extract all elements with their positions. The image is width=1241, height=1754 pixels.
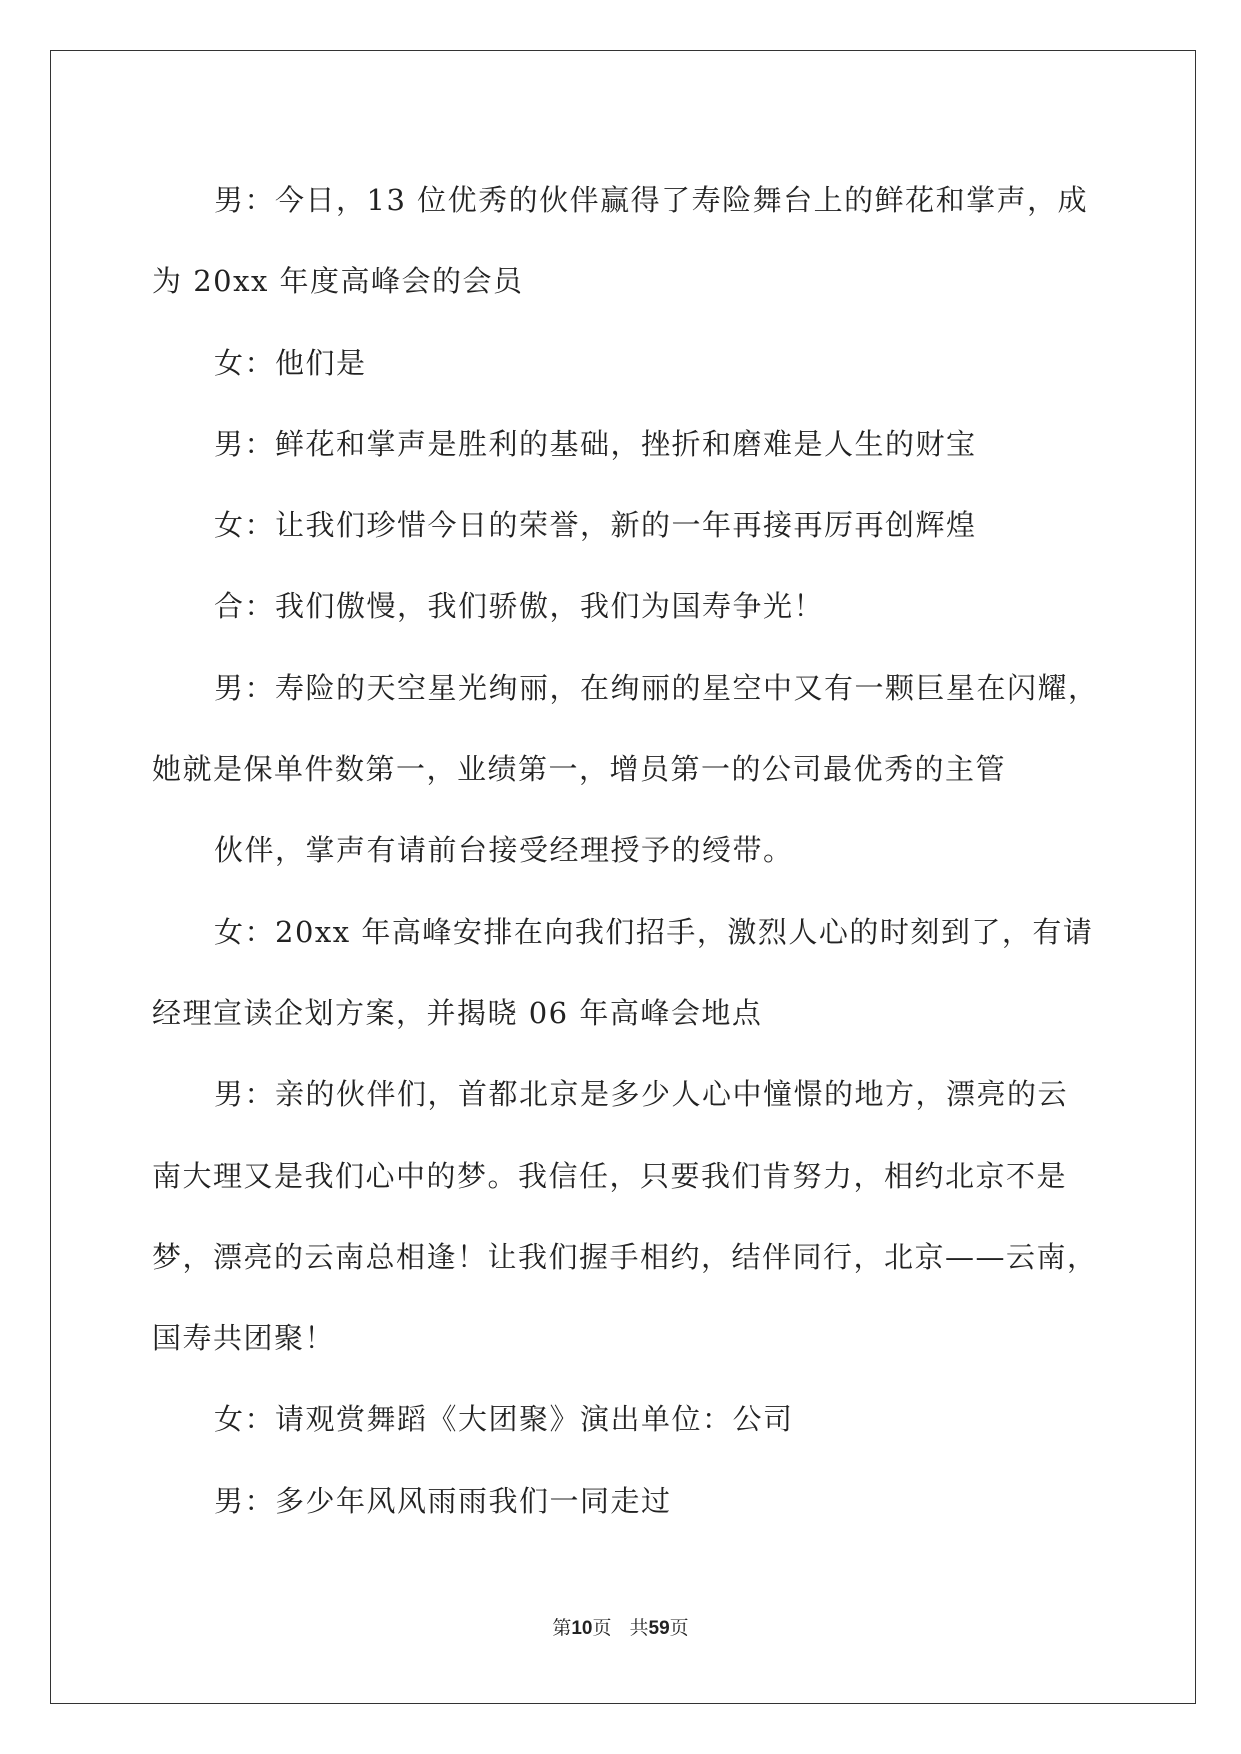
text-line: 梦，漂亮的云南总相逢！让我们握手相约，结伴同行，北京——云南，	[152, 1239, 1098, 1274]
text-line: 女：让我们珍惜今日的荣誉，新的一年再接再厉再创辉煌	[214, 508, 977, 543]
text-line: 为 20xx 年度高峰会的会员	[152, 264, 524, 299]
document-body	[152, 160, 1099, 1542]
text-line: 南大理又是我们心中的梦。我信任，只要我们肯努力，相约北京不是	[152, 1158, 1068, 1193]
text-line: 女：请观赏舞蹈《大团聚》演出单位：公司	[214, 1402, 794, 1437]
text-line: 女：20xx 年高峰安排在向我们招手，激烈人心的时刻到了，有请	[214, 914, 1094, 949]
text-line: 男：鲜花和掌声是胜利的基础，挫折和磨难是人生的财宝	[214, 426, 977, 461]
footer-prefix: 第	[552, 1617, 572, 1639]
footer-total-prefix: 共	[629, 1617, 649, 1639]
footer-total-suffix: 页	[669, 1617, 689, 1639]
text-line: 男：今日，13 位优秀的伙伴赢得了寿险舞台上的鲜花和掌声，成	[214, 183, 1089, 217]
text-line: 男：亲的伙伴们，首都北京是多少人心中憧憬的地方，漂亮的云	[214, 1077, 1069, 1112]
footer-page-suffix: 页	[592, 1617, 612, 1639]
text-line: 伙伴，掌声有请前台接受经理授予的绶带。	[214, 833, 794, 868]
text-line: 她就是保单件数第一，业绩第一，增员第一的公司最优秀的主管	[152, 752, 1007, 787]
text-line: 经理宣读企划方案，并揭晓 06 年高峰会地点	[152, 995, 763, 1030]
page-footer	[0, 1616, 1241, 1641]
text-line: 合：我们傲慢，我们骄傲，我们为国寿争光！	[214, 589, 825, 624]
text-line: 女：他们是	[214, 345, 367, 380]
text-line: 男：多少年风风雨雨我们一同走过	[214, 1483, 672, 1518]
current-page-number: 10	[571, 1618, 593, 1639]
text-line: 男：寿险的天空星光绚丽，在绚丽的星空中又有一颗巨星在闪耀，	[214, 670, 1099, 705]
text-line: 国寿共团聚！	[152, 1321, 336, 1356]
total-pages-number: 59	[648, 1618, 670, 1639]
